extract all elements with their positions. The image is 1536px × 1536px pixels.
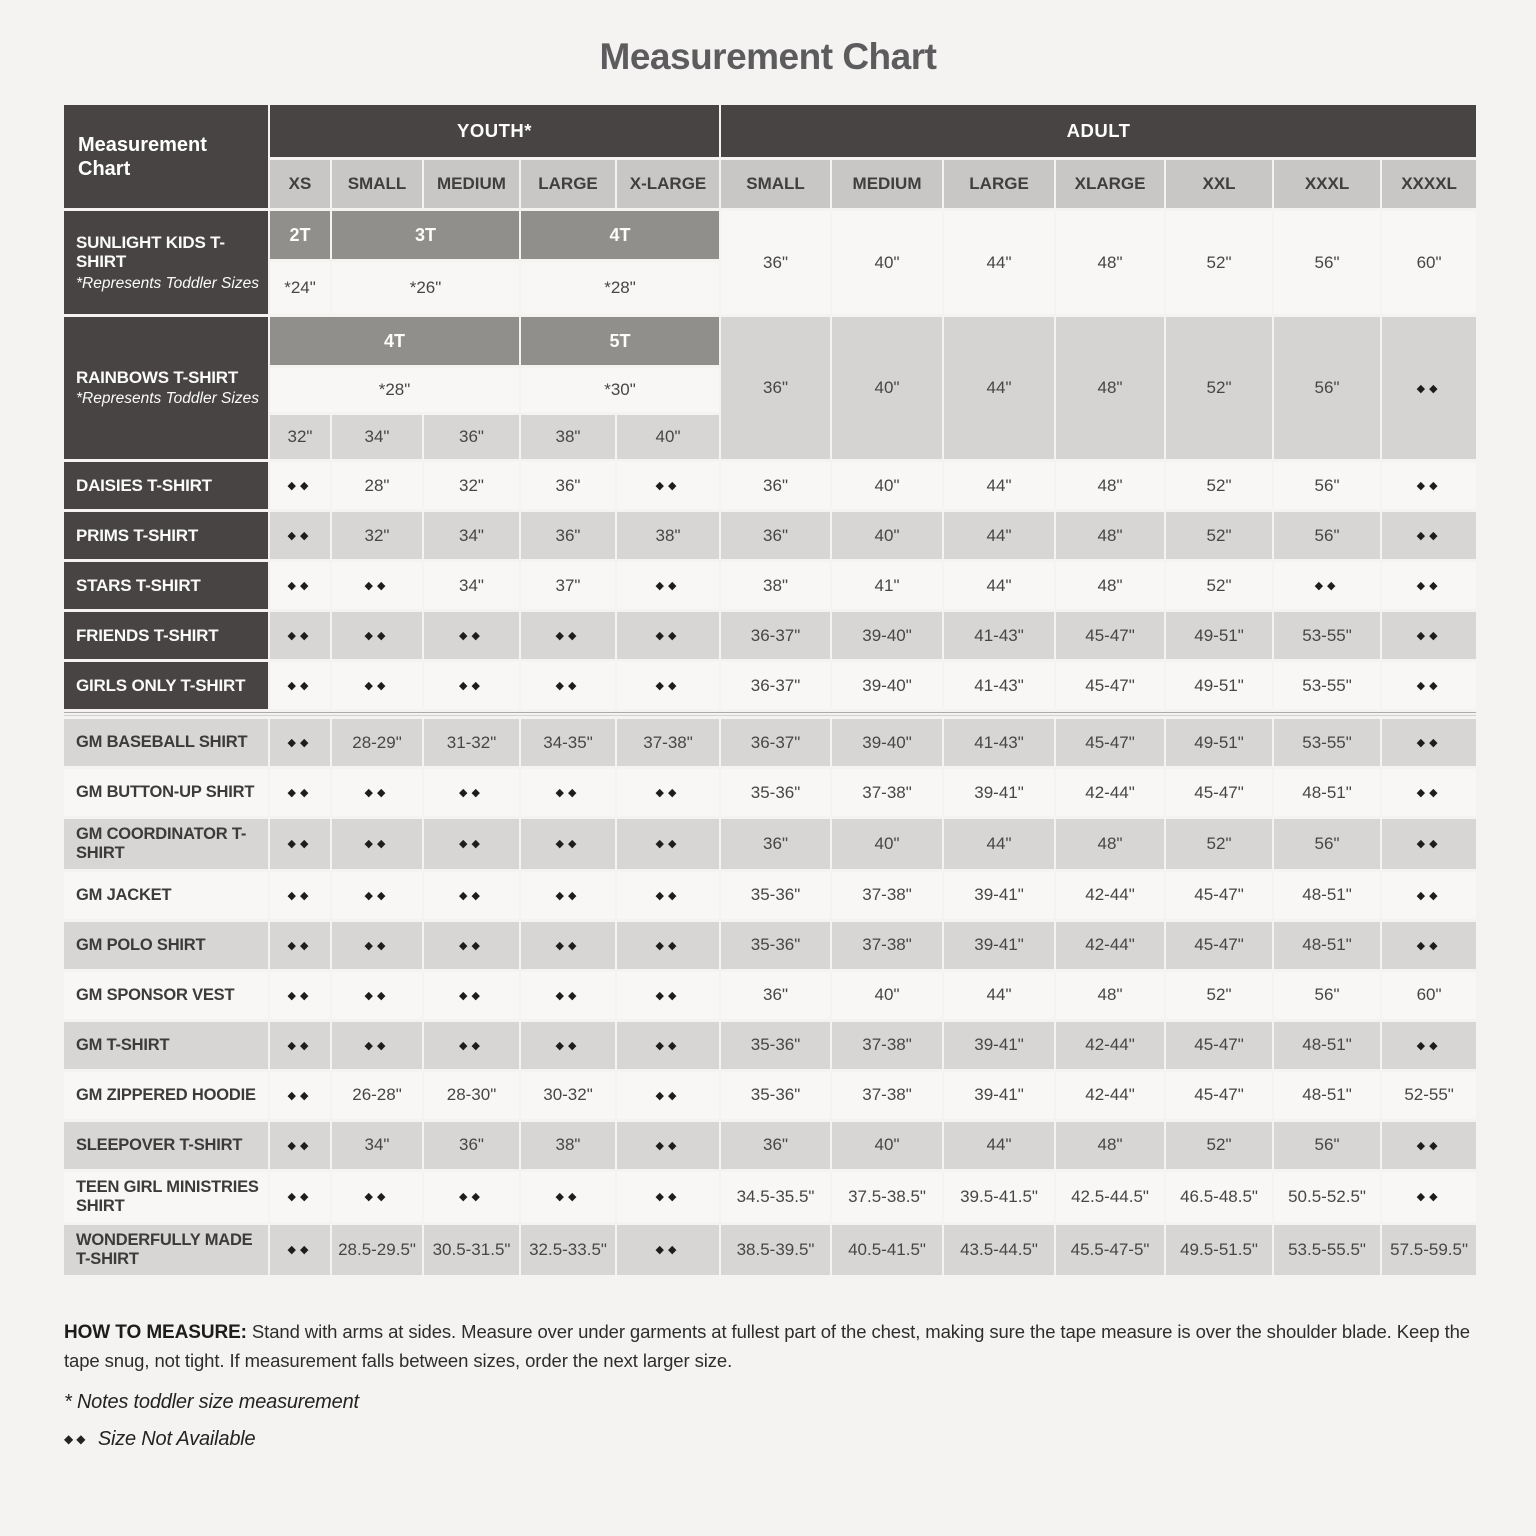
size-cell: 34"	[332, 1122, 422, 1169]
row-label-note: *Represents Toddler Sizes	[76, 390, 259, 408]
size-cell: 36"	[721, 317, 830, 459]
size-cell: 32.5-33.5"	[521, 1225, 615, 1275]
size-cell: 52"	[1166, 211, 1272, 314]
row-label: GM POLO SHIRT	[64, 922, 268, 969]
size-cell: 53.5-55.5"	[1274, 1225, 1380, 1275]
size-cell: 37-38"	[832, 1022, 942, 1069]
size-cell: 41-43"	[944, 612, 1054, 659]
size-cell: 56"	[1274, 462, 1380, 509]
size-cell: ◆◆	[1382, 1022, 1476, 1069]
size-cell: 45-47"	[1056, 662, 1164, 709]
size-cell: ◆◆	[332, 972, 422, 1019]
size-cell: 39-41"	[944, 1022, 1054, 1069]
size-cell: ◆◆	[270, 662, 330, 709]
shirt-rows-block	[64, 462, 1476, 709]
size-cell: *28"	[521, 262, 719, 314]
size-cell: ◆◆	[424, 1172, 519, 1222]
size-cell: 50.5-52.5"	[1274, 1172, 1380, 1222]
size-cell: ◆◆	[1382, 662, 1476, 709]
size-cell: 39-41"	[944, 1072, 1054, 1119]
column-header: LARGE	[944, 160, 1054, 208]
block-divider	[64, 712, 1476, 716]
size-cell: 45-47"	[1166, 872, 1272, 919]
divider	[64, 712, 1476, 716]
na-note-text: Size Not Available	[97, 1428, 256, 1451]
table-row	[64, 1172, 1476, 1222]
size-cell: 52-55"	[1382, 1072, 1476, 1119]
toddler-size-bar: 4T	[521, 211, 719, 259]
table-row	[64, 1022, 1476, 1069]
size-cell: ◆◆	[332, 1172, 422, 1222]
row-label: FRIENDS T-SHIRT	[64, 612, 268, 659]
size-cell: ◆◆	[270, 719, 330, 766]
size-cell: 52"	[1166, 972, 1272, 1019]
size-cell: 52"	[1166, 1122, 1272, 1169]
size-cell: 39-41"	[944, 872, 1054, 919]
size-cell: ◆◆	[1382, 562, 1476, 609]
size-cell: 35-36"	[721, 1022, 830, 1069]
size-cell: ◆◆	[617, 562, 719, 609]
table-row	[64, 872, 1476, 919]
size-cell: ◆◆	[617, 769, 719, 816]
size-cell: ◆◆	[424, 769, 519, 816]
size-cell: ◆◆	[617, 872, 719, 919]
table-row	[64, 1225, 1476, 1275]
size-cell: 28-30"	[424, 1072, 519, 1119]
size-cell: 48"	[1056, 819, 1164, 869]
size-cell: 39-40"	[832, 662, 942, 709]
size-cell: 40"	[832, 819, 942, 869]
size-cell: 44"	[944, 819, 1054, 869]
how-to-measure-label: HOW TO MEASURE:	[64, 1321, 247, 1343]
row-label: STARS T-SHIRT	[64, 562, 268, 609]
table-row	[64, 562, 1476, 609]
table-size-header-row	[64, 160, 1476, 208]
row-label: GM SPONSOR VEST	[64, 972, 268, 1019]
size-cell: ◆◆	[270, 462, 330, 509]
how-to-measure	[64, 1318, 1474, 1375]
size-cell: 30-32"	[521, 1072, 615, 1119]
size-cell: 35-36"	[721, 1072, 830, 1119]
table-row	[64, 211, 1476, 259]
size-cell: 30.5-31.5"	[424, 1225, 519, 1275]
size-cell: ◆◆	[424, 819, 519, 869]
size-cell: 34-35"	[521, 719, 615, 766]
size-cell: ◆◆	[270, 819, 330, 869]
size-cell: 42-44"	[1056, 1072, 1164, 1119]
size-cell: ◆◆	[270, 1072, 330, 1119]
size-cell: 38"	[521, 1122, 615, 1169]
size-cell: 56"	[1274, 317, 1380, 459]
size-cell: 48"	[1056, 462, 1164, 509]
row-label	[64, 211, 268, 314]
size-cell: 42-44"	[1056, 769, 1164, 816]
row-label: GM T-SHIRT	[64, 1022, 268, 1069]
size-cell: 37-38"	[617, 719, 719, 766]
size-cell: 53-55"	[1274, 612, 1380, 659]
size-cell: 49-51"	[1166, 719, 1272, 766]
size-cell: ◆◆	[332, 819, 422, 869]
size-cell: 36-37"	[721, 612, 830, 659]
size-cell: 31-32"	[424, 719, 519, 766]
size-cell: ◆◆	[617, 922, 719, 969]
size-cell: ◆◆	[521, 662, 615, 709]
size-cell: 39-40"	[832, 612, 942, 659]
page-title: Measurement Chart	[599, 36, 937, 77]
column-header: SMALL	[332, 160, 422, 208]
size-cell: 32"	[424, 462, 519, 509]
size-cell: 36"	[521, 512, 615, 559]
na-diamonds-icon: ◆◆	[64, 1432, 89, 1447]
size-cell: 48-51"	[1274, 1022, 1380, 1069]
size-cell: 40"	[617, 415, 719, 459]
size-cell: *30"	[521, 368, 719, 412]
gm-rows-block	[64, 719, 1476, 1275]
toddler-size-bar: 5T	[521, 317, 719, 365]
size-cell: ◆◆	[617, 612, 719, 659]
row-label: GIRLS ONLY T-SHIRT	[64, 662, 268, 709]
size-cell: 38"	[617, 512, 719, 559]
size-cell: ◆◆	[270, 769, 330, 816]
size-cell: ◆◆	[1382, 872, 1476, 919]
size-cell: ◆◆	[617, 662, 719, 709]
size-cell: 36"	[721, 512, 830, 559]
table-row	[64, 719, 1476, 766]
column-header: XXXXL	[1382, 160, 1476, 208]
size-cell: ◆◆	[1382, 769, 1476, 816]
size-cell: 48"	[1056, 211, 1164, 314]
size-cell: ◆◆	[424, 922, 519, 969]
size-cell: 48"	[1056, 317, 1164, 459]
size-cell: 41-43"	[944, 662, 1054, 709]
size-cell: ◆◆	[270, 612, 330, 659]
rainbows-block	[64, 317, 1476, 459]
toddler-size-bar: 4T	[270, 317, 519, 365]
size-cell: 45-47"	[1056, 719, 1164, 766]
row-label: GM JACKET	[64, 872, 268, 919]
row-label: TEEN GIRL MINISTRIES SHIRT	[64, 1172, 268, 1222]
table-row	[64, 317, 1476, 365]
size-cell: 44"	[944, 1122, 1054, 1169]
row-label-note: *Represents Toddler Sizes	[76, 274, 259, 292]
size-cell: ◆◆	[617, 1072, 719, 1119]
size-cell: ◆◆	[332, 769, 422, 816]
size-cell: 34.5-35.5"	[721, 1172, 830, 1222]
row-label: WONDERFULLY MADE T-SHIRT	[64, 1225, 268, 1275]
size-cell: ◆◆	[617, 819, 719, 869]
size-cell: 40"	[832, 1122, 942, 1169]
size-cell: 43.5-44.5"	[944, 1225, 1054, 1275]
size-cell: 39-40"	[832, 719, 942, 766]
size-cell: 37"	[521, 562, 615, 609]
size-cell: 52"	[1166, 317, 1272, 459]
size-cell: 45-47"	[1166, 1072, 1272, 1119]
size-cell: 32"	[270, 415, 330, 459]
size-cell: 44"	[944, 317, 1054, 459]
corner-header: Measurement Chart	[64, 105, 268, 208]
size-cell: ◆◆	[521, 612, 615, 659]
row-label: SLEEPOVER T-SHIRT	[64, 1122, 268, 1169]
toddler-note: * Notes toddler size measurement	[64, 1391, 359, 1414]
size-cell: 45-47"	[1166, 769, 1272, 816]
table-row	[64, 462, 1476, 509]
row-label: GM ZIPPERED HOODIE	[64, 1072, 268, 1119]
size-cell: ◆◆	[270, 1022, 330, 1069]
size-cell: 46.5-48.5"	[1166, 1172, 1272, 1222]
column-header: SMALL	[721, 160, 830, 208]
table-group-header-row	[64, 105, 1476, 157]
size-cell: ◆◆	[521, 1172, 615, 1222]
size-cell: ◆◆	[617, 1225, 719, 1275]
table-row	[64, 1122, 1476, 1169]
size-cell: 48-51"	[1274, 1072, 1380, 1119]
size-cell: 26-28"	[332, 1072, 422, 1119]
size-cell: 48-51"	[1274, 922, 1380, 969]
size-cell: 42-44"	[1056, 1022, 1164, 1069]
size-cell: 52"	[1166, 512, 1272, 559]
column-header: XS	[270, 160, 330, 208]
size-cell: ◆◆	[270, 1225, 330, 1275]
table-row	[64, 1072, 1476, 1119]
size-cell: 36"	[424, 1122, 519, 1169]
toddler-size-bar: 3T	[332, 211, 519, 259]
size-cell: ◆◆	[424, 972, 519, 1019]
size-cell: 40"	[832, 317, 942, 459]
size-cell: ◆◆	[521, 872, 615, 919]
row-label	[64, 317, 268, 459]
size-cell: ◆◆	[1382, 317, 1476, 459]
size-cell: 56"	[1274, 819, 1380, 869]
size-cell: 34"	[424, 562, 519, 609]
size-cell: ◆◆	[617, 972, 719, 1019]
size-cell: 44"	[944, 462, 1054, 509]
size-cell: 28-29"	[332, 719, 422, 766]
table-row	[64, 972, 1476, 1019]
size-cell: ◆◆	[332, 562, 422, 609]
column-header: XXXL	[1274, 160, 1380, 208]
size-cell: 48"	[1056, 512, 1164, 559]
size-cell: 48"	[1056, 1122, 1164, 1169]
size-cell: 49.5-51.5"	[1166, 1225, 1272, 1275]
size-cell: 44"	[944, 972, 1054, 1019]
size-cell: 37-38"	[832, 872, 942, 919]
row-label: GM BASEBALL SHIRT	[64, 719, 268, 766]
size-cell: 52"	[1166, 819, 1272, 869]
size-cell: 48-51"	[1274, 872, 1380, 919]
size-cell: 28.5-29.5"	[332, 1225, 422, 1275]
size-cell: ◆◆	[332, 922, 422, 969]
size-cell: 44"	[944, 562, 1054, 609]
size-cell: ◆◆	[1382, 462, 1476, 509]
size-cell: 53-55"	[1274, 719, 1380, 766]
size-cell: 36"	[721, 211, 830, 314]
size-cell: 44"	[944, 512, 1054, 559]
size-cell: 45.5-47-5"	[1056, 1225, 1164, 1275]
size-cell: 39-41"	[944, 769, 1054, 816]
group-header-youth: YOUTH*	[270, 105, 719, 157]
column-header: XLARGE	[1056, 160, 1164, 208]
size-cell: 44"	[944, 211, 1054, 314]
size-cell: 57.5-59.5"	[1382, 1225, 1476, 1275]
toddler-size-bar: 2T	[270, 211, 330, 259]
size-cell: 38.5-39.5"	[721, 1225, 830, 1275]
size-cell: 49-51"	[1166, 662, 1272, 709]
size-cell: 49-51"	[1166, 612, 1272, 659]
size-cell: ◆◆	[424, 662, 519, 709]
size-cell: *26"	[332, 262, 519, 314]
size-cell: 39.5-41.5"	[944, 1172, 1054, 1222]
size-cell: ◆◆	[1382, 512, 1476, 559]
size-cell: ◆◆	[521, 769, 615, 816]
size-cell: ◆◆	[332, 612, 422, 659]
size-cell: ◆◆	[1382, 719, 1476, 766]
size-cell: 42-44"	[1056, 872, 1164, 919]
size-cell: 35-36"	[721, 922, 830, 969]
size-cell: 38"	[521, 415, 615, 459]
table-row	[64, 512, 1476, 559]
size-cell: 40"	[832, 211, 942, 314]
size-cell: *28"	[270, 368, 519, 412]
row-label: PRIMS T-SHIRT	[64, 512, 268, 559]
size-cell: ◆◆	[521, 819, 615, 869]
size-cell: ◆◆	[270, 1122, 330, 1169]
size-cell: 36-37"	[721, 662, 830, 709]
size-cell: 34"	[424, 512, 519, 559]
size-cell: ◆◆	[617, 462, 719, 509]
size-cell: 36"	[721, 819, 830, 869]
size-cell: 37-38"	[832, 1072, 942, 1119]
sunlight-block	[64, 211, 1476, 314]
size-cell: 36"	[721, 462, 830, 509]
size-cell: 48"	[1056, 972, 1164, 1019]
how-to-measure-text: Stand with arms at sides. Measure over under garments at fullest part of the chest, making sure the tape measure is over the shoulder blade. Keep the tape snug, not tight. If measurement falls between sizes, order the next larger size.	[64, 1320, 1470, 1372]
table-row	[64, 819, 1476, 869]
size-cell: 41-43"	[944, 719, 1054, 766]
size-cell: 40.5-41.5"	[832, 1225, 942, 1275]
size-cell: ◆◆	[521, 972, 615, 1019]
size-cell: 42.5-44.5"	[1056, 1172, 1164, 1222]
column-header: XXL	[1166, 160, 1272, 208]
size-cell: ◆◆	[1382, 612, 1476, 659]
size-cell: ◆◆	[1382, 922, 1476, 969]
size-cell: 36"	[721, 1122, 830, 1169]
size-cell: 48-51"	[1274, 769, 1380, 816]
size-cell: 48"	[1056, 562, 1164, 609]
size-cell: ◆◆	[332, 872, 422, 919]
footer	[64, 1318, 1474, 1451]
size-cell: ◆◆	[270, 972, 330, 1019]
size-cell: 35-36"	[721, 769, 830, 816]
size-cell: ◆◆	[332, 1022, 422, 1069]
size-cell: ◆◆	[617, 1122, 719, 1169]
table-row	[64, 922, 1476, 969]
size-cell: 36"	[424, 415, 519, 459]
size-cell: ◆◆	[521, 1022, 615, 1069]
row-label-text: SUNLIGHT KIDS T-SHIRT	[76, 232, 225, 272]
size-cell: 52"	[1166, 462, 1272, 509]
size-cell: 42-44"	[1056, 922, 1164, 969]
size-cell: 38"	[721, 562, 830, 609]
size-cell: 36-37"	[721, 719, 830, 766]
size-cell: ◆◆	[270, 922, 330, 969]
size-cell: 35-36"	[721, 872, 830, 919]
size-cell: ◆◆	[1382, 1172, 1476, 1222]
column-header: MEDIUM	[424, 160, 519, 208]
size-cell: ◆◆	[1382, 1122, 1476, 1169]
size-cell: ◆◆	[1382, 819, 1476, 869]
size-cell: 32"	[332, 512, 422, 559]
size-cell: 60"	[1382, 211, 1476, 314]
row-label: DAISIES T-SHIRT	[64, 462, 268, 509]
size-cell: 56"	[1274, 512, 1380, 559]
row-label: GM BUTTON-UP SHIRT	[64, 769, 268, 816]
size-cell: ◆◆	[270, 562, 330, 609]
size-cell: 53-55"	[1274, 662, 1380, 709]
size-cell: 56"	[1274, 211, 1380, 314]
size-cell: ◆◆	[270, 512, 330, 559]
row-label: GM COORDINATOR T-SHIRT	[64, 819, 268, 869]
size-cell: 36"	[521, 462, 615, 509]
size-cell: 45-47"	[1166, 1022, 1272, 1069]
table-row	[64, 612, 1476, 659]
column-header: LARGE	[521, 160, 615, 208]
size-cell: 39-41"	[944, 922, 1054, 969]
size-cell: 45-47"	[1056, 612, 1164, 659]
size-cell: 37.5-38.5"	[832, 1172, 942, 1222]
size-cell: ◆◆	[332, 662, 422, 709]
column-header: X-LARGE	[617, 160, 719, 208]
size-cell: 28"	[332, 462, 422, 509]
size-cell: 40"	[832, 512, 942, 559]
size-cell: 40"	[832, 462, 942, 509]
size-cell: 60"	[1382, 972, 1476, 1019]
size-cell: ◆◆	[1274, 562, 1380, 609]
table-row	[64, 769, 1476, 816]
size-not-available-note	[64, 1428, 1474, 1451]
size-cell: ◆◆	[424, 1022, 519, 1069]
size-cell: 40"	[832, 972, 942, 1019]
size-cell: 56"	[1274, 1122, 1380, 1169]
size-cell: 36"	[721, 972, 830, 1019]
size-cell: ◆◆	[617, 1022, 719, 1069]
size-cell: 34"	[332, 415, 422, 459]
size-cell: ◆◆	[617, 1172, 719, 1222]
size-cell: ◆◆	[270, 1172, 330, 1222]
column-header: MEDIUM	[832, 160, 942, 208]
size-cell: 37-38"	[832, 769, 942, 816]
size-cell: 45-47"	[1166, 922, 1272, 969]
row-label-text: RAINBOWS T-SHIRT	[76, 367, 239, 387]
size-cell: *24"	[270, 262, 330, 314]
size-cell: ◆◆	[424, 612, 519, 659]
size-cell: 56"	[1274, 972, 1380, 1019]
size-cell: 37-38"	[832, 922, 942, 969]
table-row	[64, 662, 1476, 709]
size-cell: 52"	[1166, 562, 1272, 609]
measurement-table	[62, 102, 1478, 1278]
size-cell: 41"	[832, 562, 942, 609]
size-cell: ◆◆	[270, 872, 330, 919]
group-header-adult: ADULT	[721, 105, 1476, 157]
size-cell: ◆◆	[521, 922, 615, 969]
size-cell: ◆◆	[424, 872, 519, 919]
